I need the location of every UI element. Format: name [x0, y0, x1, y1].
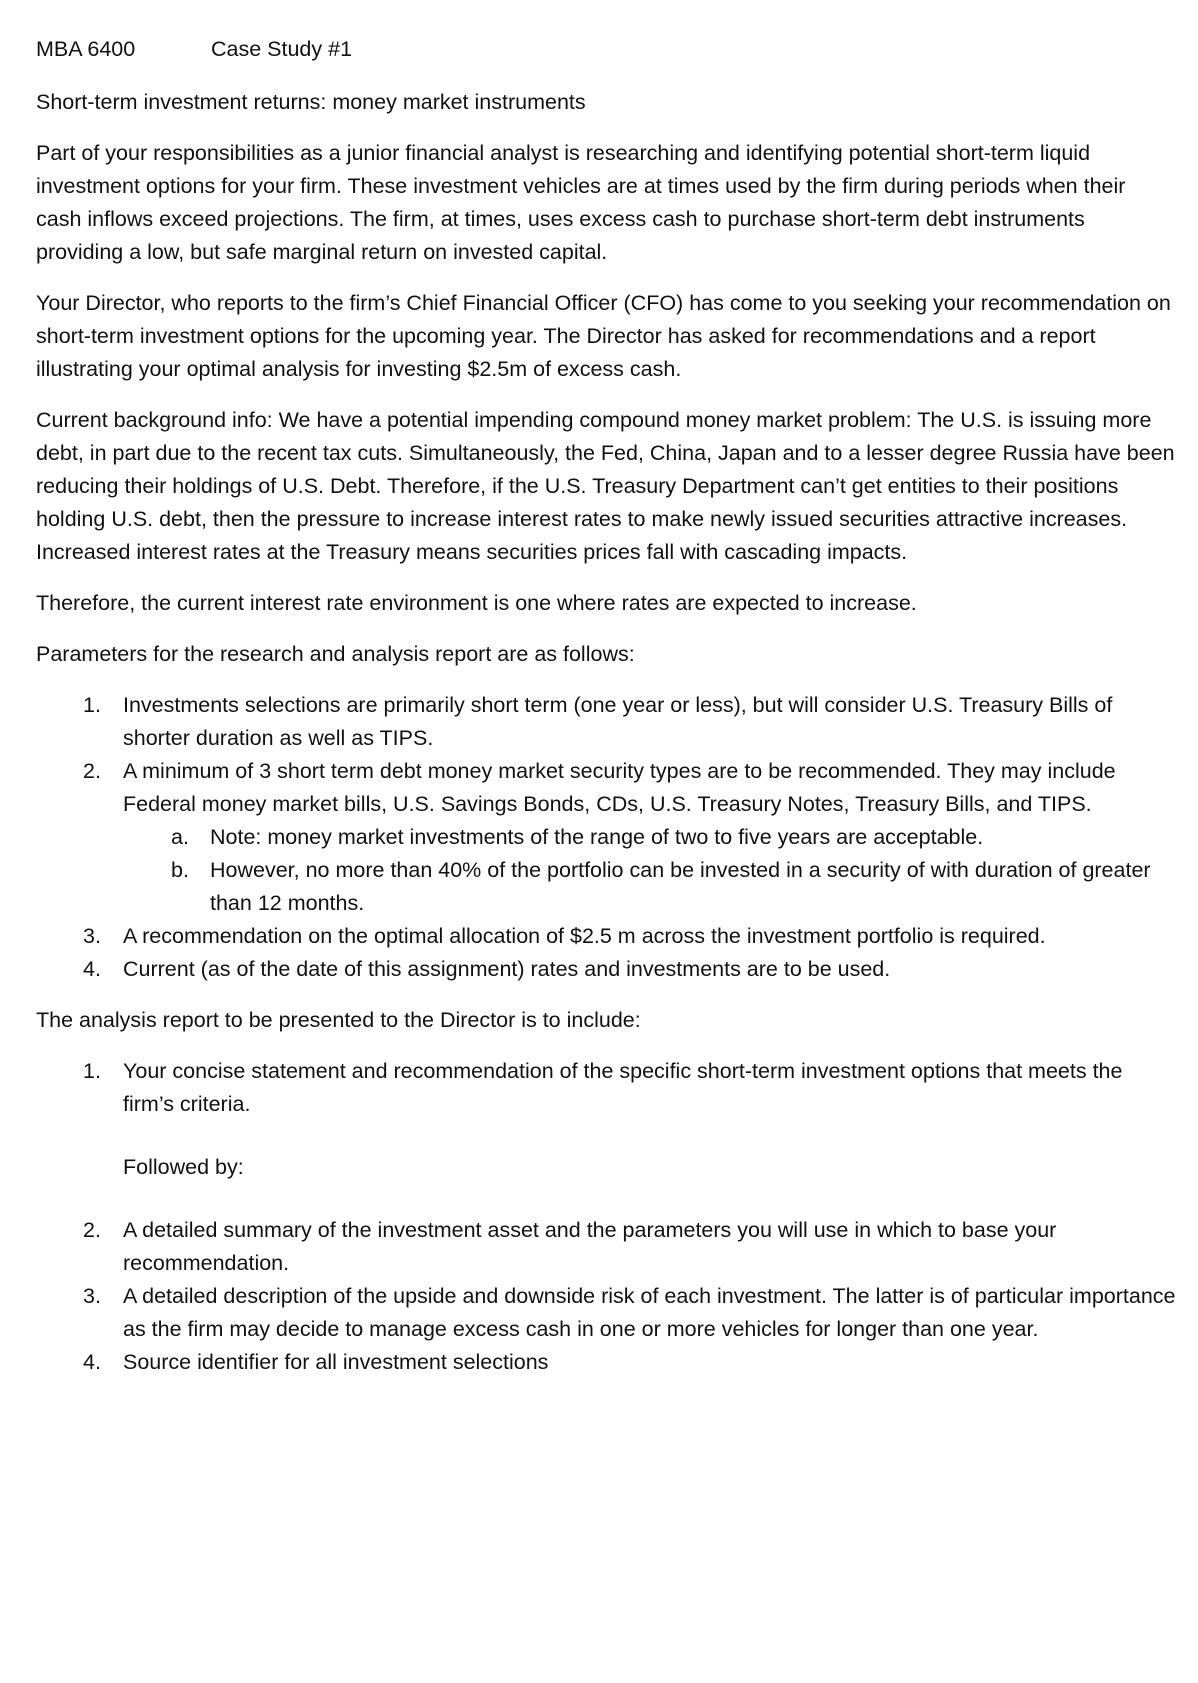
sub-list-letter: a.	[171, 825, 189, 849]
parameters-list	[36, 689, 1176, 986]
list-item-text: Your concise statement and recommendation of the specific short-term investment options that meets the firm’s criteria.	[123, 1059, 1123, 1116]
paragraph-director-request: Your Director, who reports to the firm’s Chief Financial Officer (CFO) has come to you seeking your recommendation on short-term investment options for the upcoming year. The Director has asked for recommendations and a report illustrating your optimal analysis for investing $2.5m of excess cash.	[36, 291, 1171, 381]
list-item	[36, 1346, 1176, 1379]
sub-list-letter: b.	[171, 858, 189, 882]
paragraph-responsibilities: Part of your responsibilities as a junior financial analyst is researching and identifying potential short-term liquid investment options for your firm. These investment vehicles are at times used by the firm during periods when their cash inflows exceed projections. The firm, at times, uses excess cash to purchase short-term debt instruments providing a low, but safe marginal return on invested capital.	[36, 141, 1126, 264]
sub-list	[123, 821, 1176, 920]
document-title: Short-term investment returns: money market instruments	[36, 90, 586, 114]
followed-by-label: Followed by:	[123, 1155, 244, 1179]
document-page	[36, 30, 1176, 1397]
sub-list-item	[123, 821, 1176, 854]
sub-list-item-text: Note: money market investments of the range of two to five years are acceptable.	[210, 825, 984, 849]
sub-list-item	[123, 854, 1176, 920]
list-number: 3.	[83, 1284, 101, 1308]
list-item-text: Investments selections are primarily short term (one year or less), but will consider U.S. Treasury Bills of shorter duration as well as TIPS.	[123, 693, 1113, 750]
paragraph-rate-environment: Therefore, the current interest rate environment is one where rates are expected to increase.	[36, 591, 917, 615]
course-code: MBA 6400	[36, 37, 136, 61]
list-number: 4.	[83, 957, 101, 981]
list-item	[36, 1055, 1176, 1121]
report-list-part-1	[36, 1055, 1176, 1121]
paragraph-parameters-intro: Parameters for the research and analysis report are as follows:	[36, 642, 635, 666]
list-item	[36, 689, 1176, 755]
list-item	[36, 1280, 1176, 1346]
case-title: Case Study #1	[211, 37, 353, 61]
paragraph-background: Current background info: We have a potential impending compound money market problem: The U.S. is issuing more debt, in part due to the recent tax cuts. Simultaneously, the Fed, China, Japan and to a lesser degree Russia have been reducing their holdings of U.S. Debt. Therefore, if the U.S. Treasury Department can’t get entities to their positions holding U.S. debt, then the pressure to increase interest rates to make newly issued securities attractive increases. Increased interest rates at the Treasury means securities prices fall with cascading impacts.	[36, 408, 1175, 564]
list-item	[36, 953, 1176, 986]
list-item-text: A detailed description of the upside and downside risk of each investment. The latter is of particular importance as the firm may decide to manage excess cash in one or more vehicles for longer than one year.	[123, 1284, 1176, 1341]
list-number: 2.	[83, 1218, 101, 1242]
list-number: 1.	[83, 1059, 101, 1083]
list-item-text: Current (as of the date of this assignment) rates and investments are to be used.	[123, 957, 891, 981]
list-item-text: Source identifier for all investment selections	[123, 1350, 549, 1374]
sub-list-item-text: However, no more than 40% of the portfolio can be invested in a security of with duration of greater than 12 months.	[210, 858, 1151, 915]
list-item	[36, 755, 1176, 920]
list-item-text: A detailed summary of the investment asset and the parameters you will use in which to base your recommendation.	[123, 1218, 1057, 1275]
list-item-text: A minimum of 3 short term debt money market security types are to be recommended. They may include Federal money market bills, U.S. Savings Bonds, CDs, U.S. Treasury Notes, Treasury Bills, and TIPS.	[123, 759, 1116, 816]
list-number: 2.	[83, 759, 101, 783]
list-item	[36, 920, 1176, 953]
list-number: 1.	[83, 693, 101, 717]
document-header	[36, 30, 1176, 68]
list-item-text: A recommendation on the optimal allocation of $2.5 m across the investment portfolio is required.	[123, 924, 1046, 948]
list-item	[36, 1214, 1176, 1280]
report-intro: The analysis report to be presented to the Director is to include:	[36, 1008, 641, 1032]
report-list-part-2	[36, 1214, 1176, 1379]
list-number: 3.	[83, 924, 101, 948]
list-number: 4.	[83, 1350, 101, 1374]
